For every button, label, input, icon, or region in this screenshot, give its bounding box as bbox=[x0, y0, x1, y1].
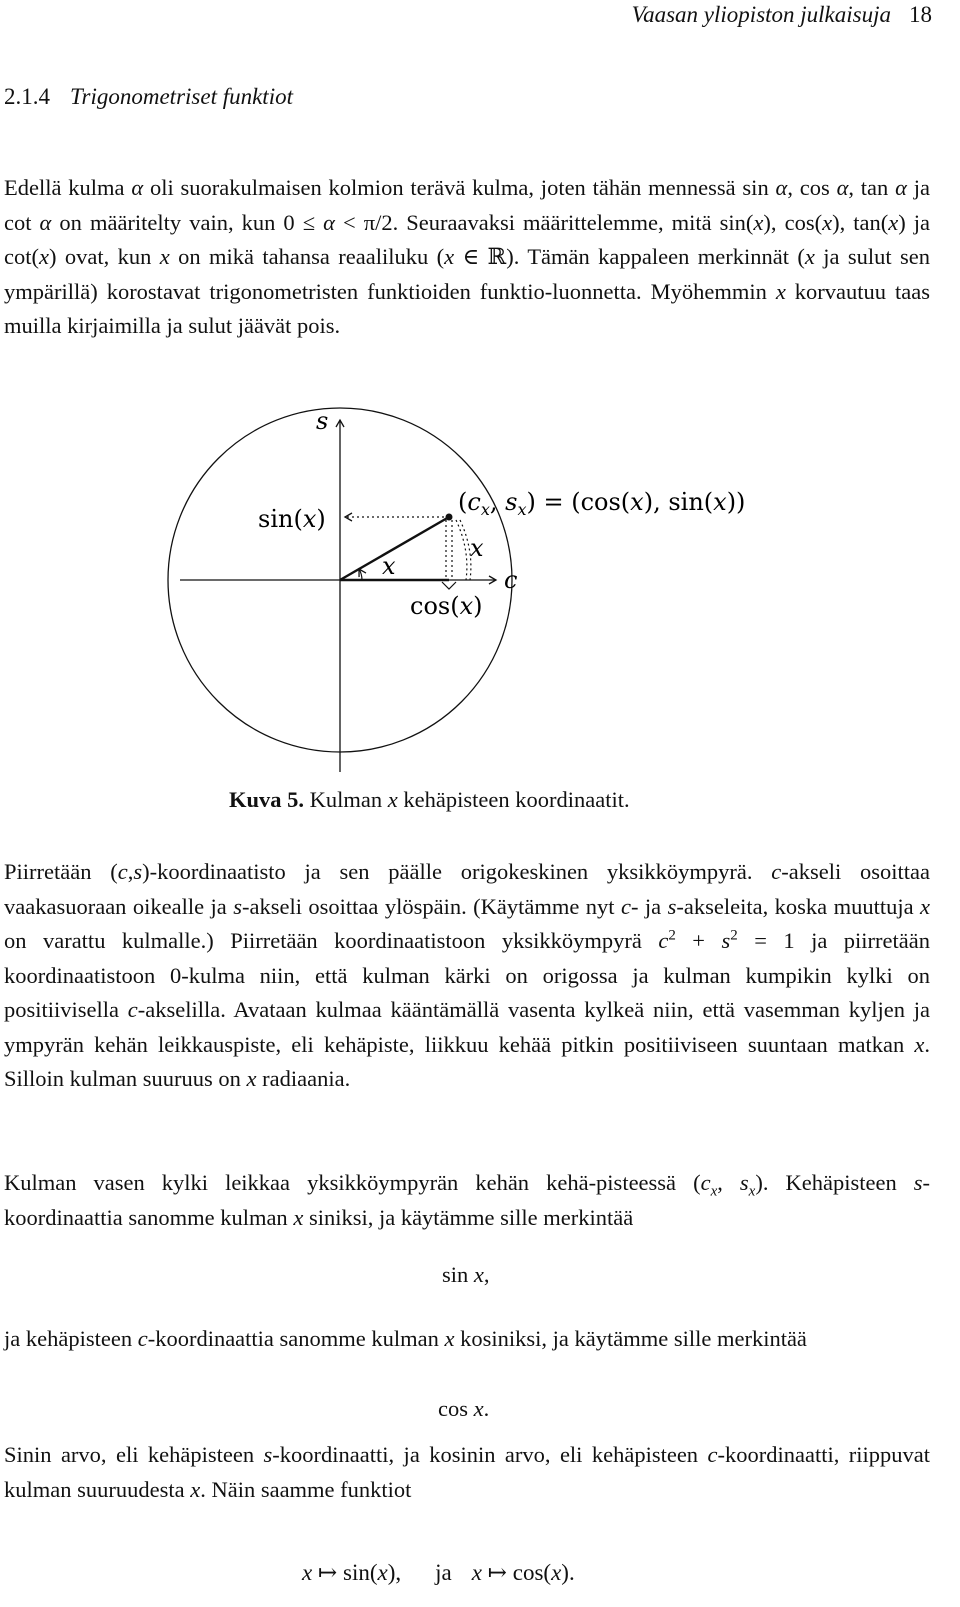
journal-name: Vaasan yliopiston julkaisuja bbox=[631, 2, 891, 27]
s-axis-label: s bbox=[316, 407, 329, 435]
section-title: Trigonometriset funktiot bbox=[70, 84, 293, 109]
paragraph-construction: Piirretään (c,s)-koordinaatisto ja sen päälle origokeskinen yksikköympyrä. c-akseli osoittaa vaakasuoraan oikealle ja s-akseli osoittaa ylöspäin. (Käytämme nyt c- ja s-akseleita, koska muuttuja x on varattu kulmalle.) Piirretään koordinaatistoon yksikköympyrä $c^2 + s^2 = 1$ ja piirretään koordinaatistoon 0-kulma niin, että kulman kärki on origossa ja kulman kumpikin kylki on positiivisella c-akselilla. Avataan kulmaa kääntämällä vasenta kylkeä niin, että vasemman kyljen ja ympyrän kehän leikkauspiste, eli kehäpiste, liikkuu kehää pitkin positiiviseen suuntaan matkan x. Silloin kulman suuruus on x radiaania. bbox=[4, 859, 931, 1091]
section-number: 2.1.4 bbox=[4, 84, 50, 109]
paragraph-functions: Sinin arvo, eli kehäpisteen s-koordinaatti, ja kosinin arvo, eli kehäpisteen c-koordinaatti, riippuvat kulman suuruudesta x. Näin saamme funktiot bbox=[4, 1442, 930, 1502]
figure-caption: Kuva 5. Kulman x kehäpisteen koordinaatit. bbox=[229, 787, 630, 812]
paragraph-intro: Edellä kulma α oli suorakulmaisen kolmion terävä kulma, joten tähän mennessä sin α, cos α, tan α ja cot α on määritelty vain, kun 0 ≤ α < π/2. Seuraavaksi määrittelemme, mitä sin(x), cos(x), tan(x) ja cot(x) ovat, kun x on mikä tahansa reaaliluku (x ∈ ℝ). Tämän kappaleen merkinnät (x ja sulut sen ympärillä) korostavat trigonometristen funktioiden funktio-luonnetta. Myöhemmin x korvautuu taas muilla kirjaimilla ja sulut jäävät pois. bbox=[4, 175, 931, 338]
running-header bbox=[632, 2, 932, 28]
unit-circle-figure bbox=[0, 400, 960, 780]
display-math-cos: cos x. bbox=[438, 1396, 490, 1421]
c-axis-label: c bbox=[504, 566, 518, 594]
paragraph-sine-definition: Kulman vasen kylki leikkaa yksikköympyrän kehän kehä-pisteessä ($c_x$, $s_x$). Kehäpisteen s-koordinaattia sanomme kulman x siniksi, ja käytämme sille merkintää bbox=[4, 1170, 930, 1230]
angle-label: x bbox=[382, 552, 396, 580]
arc-length-indicator bbox=[456, 520, 467, 580]
page-number: 18 bbox=[909, 2, 932, 27]
paragraph-cosine-definition: ja kehäpisteen c-koordinaattia sanomme kulman x kosiniksi, ja käytämme sille merkintää bbox=[4, 1326, 807, 1351]
cos-projection-arrow bbox=[442, 582, 456, 589]
sin-label: sin(x) bbox=[258, 505, 326, 533]
display-math-functions: x ↦ sin(x), ja x ↦ cos(x). bbox=[302, 1560, 575, 1585]
arc-label: x bbox=[470, 534, 484, 562]
point-label: ($c_x$, $s_x) = (\cos(x)$, sin(x)) bbox=[458, 488, 746, 519]
cos-label: cos(x) bbox=[410, 592, 483, 620]
display-math-sin: sin x, bbox=[442, 1262, 490, 1287]
section-heading bbox=[4, 84, 293, 110]
angle-arc bbox=[359, 569, 362, 580]
